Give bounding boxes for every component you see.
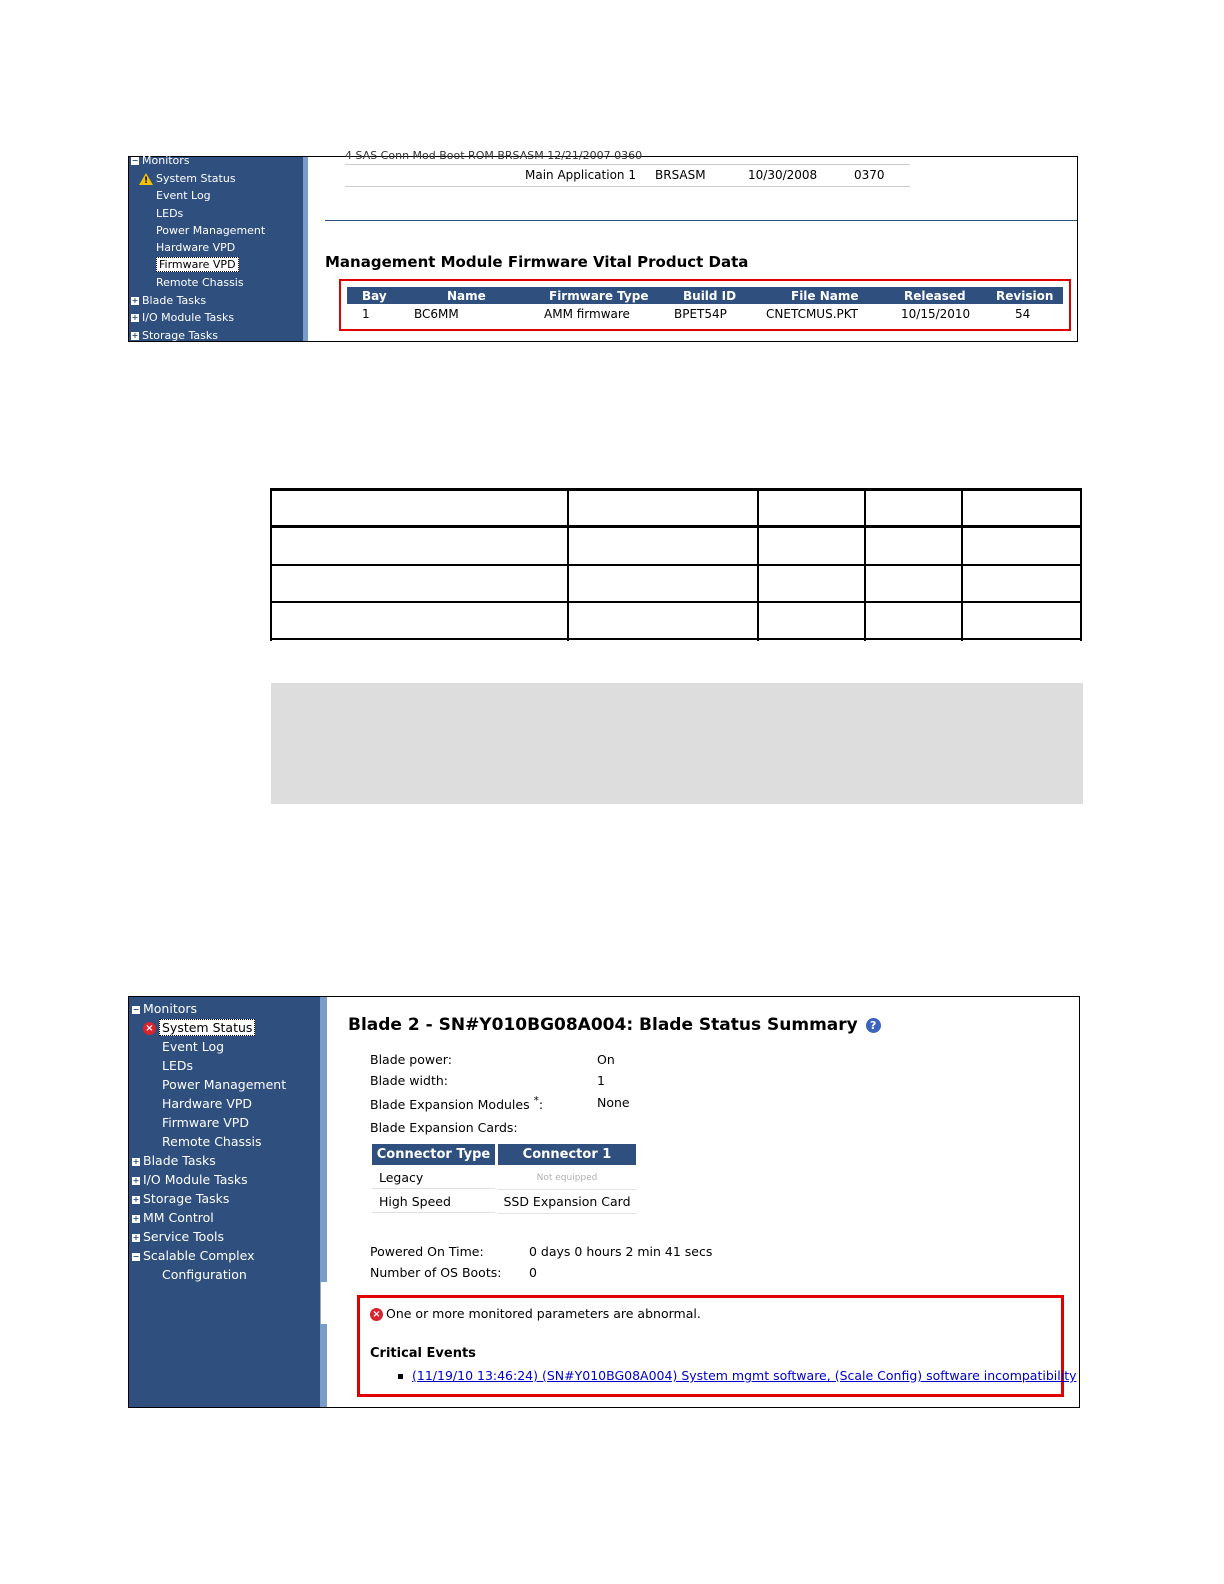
collapse-icon[interactable]: − [131,156,139,165]
column-header-name: Name [447,289,486,303]
column-header-build-id: Build ID [683,289,737,303]
collapse-icon[interactable]: − [132,1004,140,1014]
bullet-icon [398,1374,403,1379]
nav-leds[interactable]: LEDs [156,207,184,220]
column-header-connector-type: Connector Type [372,1144,495,1165]
firmware-vpd-screenshot [128,149,1078,342]
column-header-connector-1: Connector 1 [498,1144,636,1165]
nav-io-module-tasks[interactable]: + I/O Module Tasks [131,311,235,324]
nav-leds[interactable]: LEDs [162,1058,193,1073]
blade-width-label: Blade width: [370,1073,448,1088]
nav-system-status[interactable]: ! System Status [139,172,236,186]
nav-monitors[interactable]: − Monitors [132,1001,198,1016]
expand-icon[interactable]: + [131,313,139,322]
column-header-bay: Bay [362,289,387,303]
expand-icon[interactable]: + [132,1194,140,1204]
nav-storage-tasks[interactable]: + Storage Tasks [131,329,219,342]
nav-storage-tasks[interactable]: + Storage Tasks [132,1191,230,1206]
nav-event-log[interactable]: Event Log [156,189,211,202]
abnormal-status-message: × One or more monitored parameters are abnormal. [370,1306,701,1321]
nav-remote-chassis[interactable]: Remote Chassis [162,1134,262,1149]
table-rule [567,488,569,641]
warning-icon: ! [139,173,153,185]
row-divider [345,164,910,165]
navigation-sidebar [129,154,308,342]
table-cell: High Speed [372,1191,495,1213]
vpd-table-header [347,287,1063,304]
collapse-icon[interactable]: − [132,1251,140,1261]
blade-power-label: Blade power: [370,1052,452,1067]
nav-hardware-vpd[interactable]: Hardware VPD [162,1096,253,1111]
cell-firmware-type: AMM firmware [544,307,630,321]
table-cell: Not equipped [498,1167,636,1190]
expand-icon[interactable]: + [132,1213,140,1223]
main-app-build: BRSASM [655,168,706,182]
cell-build-id: BPET54P [674,307,727,321]
main-app-name: Main Application 1 [525,168,636,182]
powered-on-label: Powered On Time: [370,1244,484,1259]
nav-blade-tasks[interactable]: + Blade Tasks [131,294,207,307]
table-rule [961,488,963,641]
expand-icon[interactable]: + [132,1175,140,1185]
list-item [398,1368,1077,1383]
nav-power-management[interactable]: Power Management [162,1077,287,1092]
cell-file-name: CNETCMUS.PKT [766,307,859,321]
os-boots-value: 0 [529,1265,537,1280]
powered-on-value: 0 days 0 hours 2 min 41 secs [529,1244,713,1259]
cell-revision: 54 [1015,307,1031,321]
nav-mm-control[interactable]: + MM Control [132,1210,214,1225]
cell-bay: 1 [362,307,370,321]
blade-status-screenshot [128,996,1080,1408]
column-header-revision: Revision [996,289,1054,303]
main-app-revision: 0370 [854,168,885,182]
page-title: Blade 2 - SN#Y010BG08A004: Blade Status Summary ? [348,1015,881,1035]
nav-firmware-vpd[interactable]: Firmware VPD [156,258,239,272]
partial-table-row: 4 SAS Conn Mod Boot ROM BRSASM 12/21/2007 0360 [345,149,643,162]
nav-service-tools[interactable]: + Service Tools [132,1229,224,1244]
expansion-modules-value: None [597,1095,630,1110]
expand-icon[interactable]: + [132,1156,140,1166]
help-icon[interactable]: ? [866,1018,881,1033]
nav-configuration[interactable]: Configuration [162,1267,247,1282]
cell-name: BC6MM [414,307,459,321]
os-boots-label: Number of OS Boots: [370,1265,502,1280]
error-icon: × [143,1022,156,1035]
expand-icon[interactable]: + [131,296,139,305]
table-rule [1080,488,1082,641]
nav-hardware-vpd[interactable]: Hardware VPD [156,241,236,254]
nav-io-module-tasks[interactable]: + I/O Module Tasks [132,1172,248,1187]
column-header-file-name: File Name [791,289,859,303]
nav-scalable-complex[interactable]: − Scalable Complex [132,1248,255,1263]
blade-status-content [328,997,1079,1407]
nav-blade-tasks[interactable]: + Blade Tasks [132,1153,216,1168]
highlight-box [339,279,1071,331]
highlight-box [357,1295,1077,1397]
column-header-firmware-type: Firmware Type [549,289,649,303]
table-rule [864,488,866,641]
nav-remote-chassis[interactable]: Remote Chassis [156,276,244,289]
blade-width-value: 1 [597,1073,605,1088]
row-divider [345,186,910,187]
nav-firmware-vpd[interactable]: Firmware VPD [162,1115,249,1130]
critical-event-link[interactable]: (11/19/10 13:46:24) (SN#Y010BG08A004) System mgmt software, (Scale Config) software incompatibility [412,1368,1077,1383]
expand-icon[interactable]: + [131,331,139,340]
expand-icon[interactable]: + [132,1232,140,1242]
note-box [271,683,1083,804]
table-rule [757,488,759,641]
nav-event-log[interactable]: Event Log [162,1039,225,1054]
expansion-modules-label: Blade Expansion Modules *: [370,1095,544,1113]
cell-released: 10/15/2010 [901,307,971,321]
navigation-sidebar [129,997,327,1407]
vpd-content [309,149,1077,341]
expansion-cards-label: Blade Expansion Cards: [370,1120,518,1135]
error-icon: × [370,1308,383,1321]
table-cell: Legacy [372,1167,495,1189]
section-title: Management Module Firmware Vital Product Data [325,253,749,271]
empty-table [270,488,1082,641]
table-rule [270,488,272,641]
blade-power-value: On [597,1052,615,1067]
main-app-released: 10/30/2008 [748,168,818,182]
critical-events-title: Critical Events [370,1346,476,1361]
table-cell: SSD Expansion Card [498,1191,636,1214]
column-header-released: Released [904,289,966,303]
section-divider [325,220,1077,221]
nav-system-status[interactable]: × System Status [143,1020,255,1036]
nav-power-management[interactable]: Power Management [156,224,266,237]
nav-monitors[interactable]: − Monitors [131,154,190,167]
